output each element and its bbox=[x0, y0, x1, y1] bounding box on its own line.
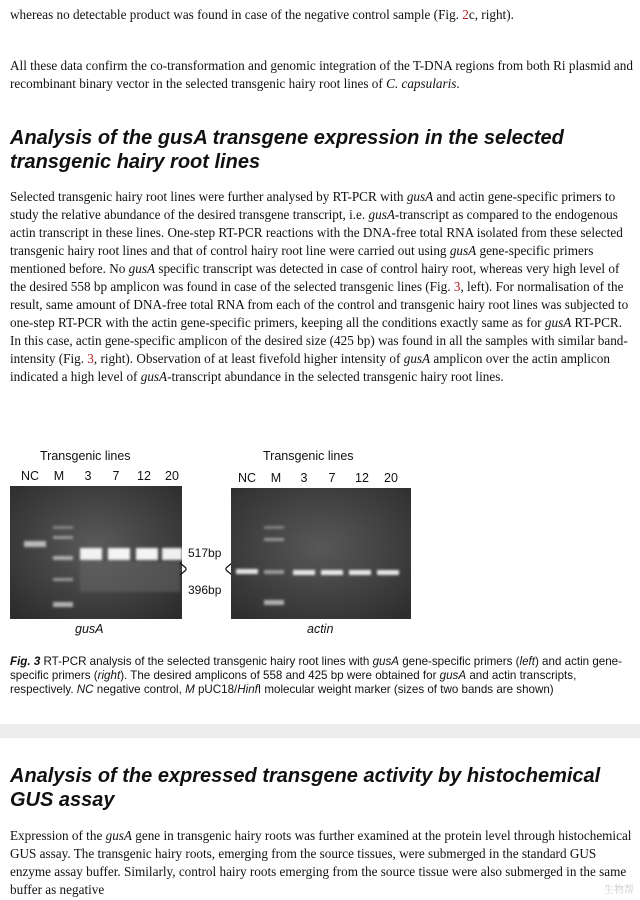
right-gel-title: Transgenic lines bbox=[263, 449, 354, 463]
paragraph-rt-pcr: Selected transgenic hairy root lines were further analysed by RT-PCR with gusA and actin gene-specific primers to study the relative abundance of the desired transgene transcript, i.e. gusA-transcript as compared to the endogenous actin transcript in these lines. One-step RT-PCR reactions with the DNA-free total RNA isolated from these selected transgenic hairy root lines and that of control hairy root line were carried out using gusA gene-specific primers mentioned before. No gusA specific transcript was detected in case of control hairy root, whereas very high level of the desired 558 bp amplicon was found in case of the selected transgenic lines (Fig. 3, left). For normalisation of the result, same amount of DNA-free total RNA from each of the control and transgenic hairy root lines was subjected to one-step RT-PCR with the actin gene-specific primers, keeping all the conditions exactly same as for gusA RT-PCR. In this case, actin gene-specific amplicon of the desired size (425 bp) was found in all the samples with similar band-intensity (Fig. 3, right). Observation of at least fivefold higher intensity of gusA amplicon over the actin amplicon indicated a high level of gusA-transcript abundance in the selected transgenic hairy root lines. bbox=[10, 189, 629, 384]
band bbox=[236, 569, 258, 574]
band bbox=[321, 570, 343, 575]
band bbox=[136, 548, 158, 560]
text: c, right). bbox=[468, 7, 514, 22]
lane-label: 12 bbox=[137, 469, 151, 483]
figure-reference[interactable]: 3 bbox=[453, 279, 461, 294]
band bbox=[349, 570, 371, 575]
left-gel-image bbox=[10, 486, 182, 619]
marker-label-396: 396bp bbox=[188, 583, 222, 597]
lane-label: M bbox=[270, 471, 282, 485]
lane-label: NC bbox=[20, 469, 40, 483]
band bbox=[53, 578, 73, 581]
species-name: C. capsularis bbox=[386, 76, 457, 91]
band bbox=[377, 570, 399, 575]
band bbox=[53, 536, 73, 539]
lane-label: 20 bbox=[165, 469, 179, 483]
lane-label: NC bbox=[237, 471, 257, 485]
band bbox=[108, 548, 130, 560]
band bbox=[80, 548, 102, 560]
right-gel-svg bbox=[231, 488, 411, 619]
left-gel-svg bbox=[10, 486, 182, 619]
lane-label: 7 bbox=[112, 469, 120, 483]
band bbox=[53, 556, 73, 560]
right-gel-caption: actin bbox=[307, 622, 334, 636]
figure-reference[interactable]: 2 bbox=[462, 7, 469, 22]
figure-caption: Fig. 3 RT-PCR analysis of the selected transgenic hairy root lines with gusA gene-specific primers (left) and actin gene-specific primers (right). The desired amplicons of 558 and 425 bp were obtained for gusA and actin transcripts, respectively. NC negative control, M pUC18/HinfI molecular weight marker (sizes of two bands are shown) bbox=[10, 655, 622, 696]
band bbox=[53, 602, 73, 607]
smear bbox=[80, 562, 180, 592]
paragraph-confirmation bbox=[10, 57, 634, 93]
section-heading-gus-assay: Analysis of the expressed transgene activity by histochemical GUS assay bbox=[10, 765, 601, 811]
lane-label: 3 bbox=[84, 469, 92, 483]
band bbox=[264, 538, 284, 541]
band bbox=[24, 541, 46, 547]
band bbox=[53, 526, 73, 529]
lane-label: 7 bbox=[328, 471, 336, 485]
band bbox=[264, 600, 284, 605]
marker-label-517: 517bp bbox=[188, 546, 222, 560]
text: . bbox=[456, 76, 460, 91]
watermark: 生物帮 bbox=[604, 885, 634, 896]
right-gel-image bbox=[231, 488, 411, 619]
figure-number: Fig. 3 bbox=[10, 655, 41, 668]
left-gel-title: Transgenic lines bbox=[40, 449, 131, 463]
figure-reference[interactable]: 3 bbox=[87, 351, 94, 366]
text: All these data confirm the co-transformation and genomic integration of the T-DNA regions from both Ri plasmid and recombinant binary vector in the selected transgenic hairy root lines of bbox=[10, 58, 633, 91]
left-gel-caption: gusA bbox=[75, 622, 104, 636]
lane-label: 12 bbox=[355, 471, 369, 485]
section-divider bbox=[0, 724, 640, 738]
text: whereas no detectable product was found in case of the negative control sample (Fig. bbox=[10, 7, 463, 22]
lane-label: M bbox=[53, 469, 65, 483]
section-heading-gusa-expression: Analysis of the gusA transgene expression in the selected transgenic hairy root lines bbox=[10, 127, 564, 173]
lane-label: 20 bbox=[384, 471, 398, 485]
band bbox=[293, 570, 315, 575]
band bbox=[264, 570, 284, 574]
lane-label: 3 bbox=[300, 471, 308, 485]
band bbox=[264, 526, 284, 529]
paragraph-continuation bbox=[10, 6, 634, 24]
paragraph-gus-assay: Expression of the gusA gene in transgenic hairy roots was further examined at the protein level through histochemical GUS assay. The transgenic hairy roots, emerging from the source tissues, were submerged in the standard GUS enzyme assay buffer. Similarly, control hairy roots emerging from the source tissue were also submerged in the same buffer as negative bbox=[10, 828, 632, 897]
